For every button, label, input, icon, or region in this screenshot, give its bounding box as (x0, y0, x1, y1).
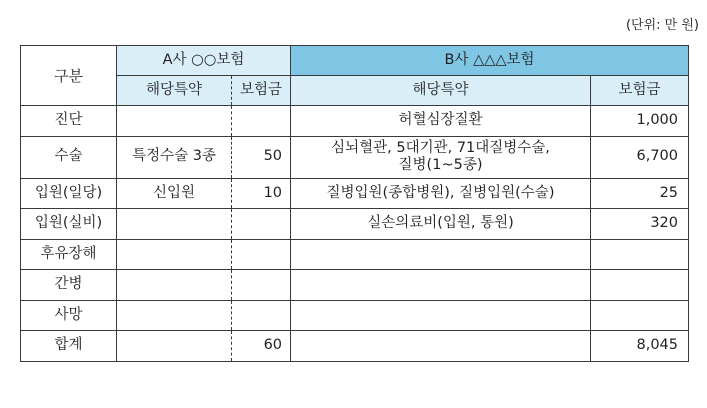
row-category: 수술 (21, 136, 117, 178)
row-b-rider-line1: 심뇌혈관, 5대기관, 71대질병수술, (331, 139, 550, 156)
table-row-total (21, 331, 689, 362)
row-b-amount: 320 (591, 209, 689, 240)
table-row (21, 209, 689, 240)
row-b-rider (291, 239, 591, 270)
row-b-rider-line2: 질병(1~5종) (398, 157, 483, 173)
row-a-rider: 특정수술 3종 (117, 136, 232, 178)
row-a-rider (117, 106, 232, 137)
row-a-rider: 신입원 (117, 178, 232, 209)
header-b-rider: 해당특약 (291, 76, 591, 106)
row-category: 사망 (21, 300, 117, 331)
row-b-rider (291, 300, 591, 331)
row-a-rider (117, 331, 232, 362)
header-a-amount: 보험금 (232, 76, 291, 106)
row-category: 간병 (21, 270, 117, 301)
header-a-rider: 해당특약 (117, 76, 232, 106)
header-row-1 (21, 46, 689, 76)
table-row (21, 300, 689, 331)
header-company-a: A사 ○○보험 (117, 46, 291, 76)
header-b-amount: 보험금 (591, 76, 689, 106)
row-b-rider: 질병입원(종합병원), 질병입원(수술) (291, 178, 591, 209)
row-b-amount (591, 270, 689, 301)
table-row (21, 178, 689, 209)
unit-note: (단위: 만 원) (625, 18, 699, 33)
row-a-rider (117, 209, 232, 240)
row-b-amount: 8,045 (591, 331, 689, 362)
row-a-amount: 60 (232, 331, 291, 362)
row-b-amount (591, 300, 689, 331)
header-company-b: B사 △△△보험 (291, 46, 689, 76)
row-a-amount (232, 270, 291, 301)
insurance-comparison-table (20, 45, 689, 362)
row-category: 입원(실비) (21, 209, 117, 240)
row-a-rider (117, 300, 232, 331)
row-b-amount: 1,000 (591, 106, 689, 137)
row-a-amount: 10 (232, 178, 291, 209)
row-b-amount (591, 239, 689, 270)
row-category: 합계 (21, 331, 117, 362)
row-category: 입원(일당) (21, 178, 117, 209)
table-row (21, 270, 689, 301)
table-row (21, 239, 689, 270)
header-row-2 (21, 76, 689, 106)
row-a-amount (232, 300, 291, 331)
row-category: 후유장해 (21, 239, 117, 270)
row-b-rider (291, 331, 591, 362)
row-b-rider (291, 136, 591, 178)
row-b-rider: 실손의료비(입원, 통원) (291, 209, 591, 240)
table-row (21, 136, 689, 178)
row-a-rider (117, 239, 232, 270)
row-a-amount (232, 209, 291, 240)
row-a-rider (117, 270, 232, 301)
row-a-amount: 50 (232, 136, 291, 178)
row-b-amount: 25 (591, 178, 689, 209)
row-a-amount (232, 239, 291, 270)
row-a-amount (232, 106, 291, 137)
row-category: 진단 (21, 106, 117, 137)
table-row (21, 106, 689, 137)
header-gubun: 구분 (21, 46, 117, 106)
row-b-rider (291, 270, 591, 301)
row-b-rider: 허혈심장질환 (291, 106, 591, 137)
row-b-amount: 6,700 (591, 136, 689, 178)
